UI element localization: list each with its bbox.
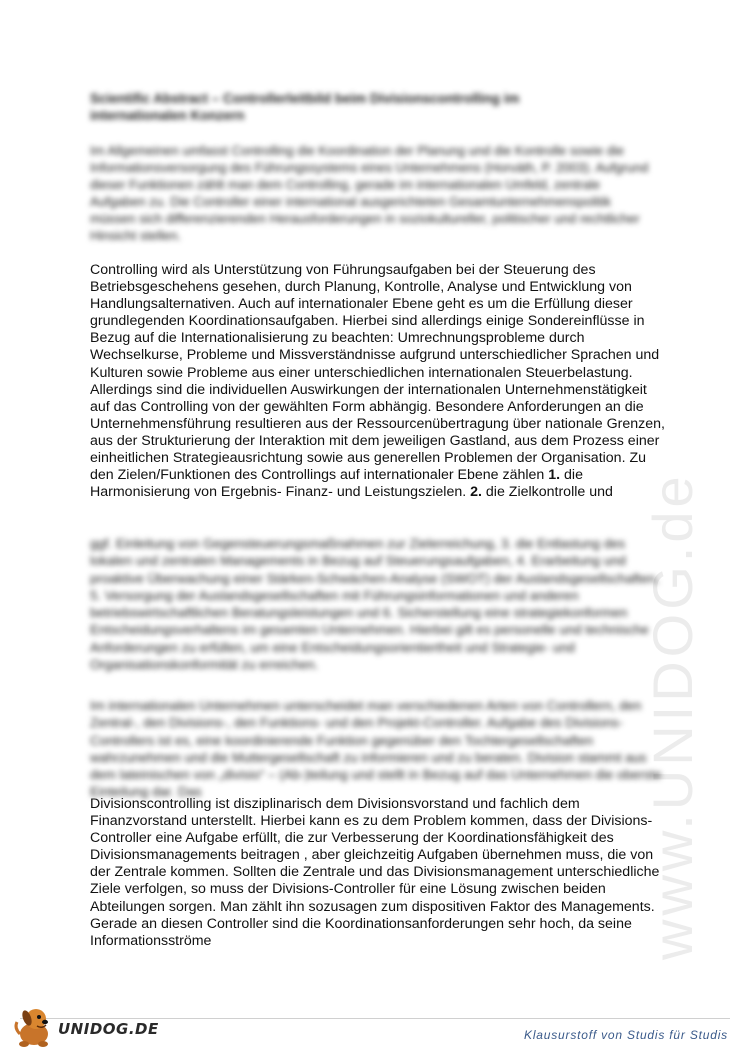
main-text-part-1: Controlling wird als Unterstützung von Führungsaufgaben bei der Steuerung des Betriebsgeschehens gesehen, durch Planung, Kontrolle, Analyse und Entwicklung von Handlungsalternativen. Auch auf internationaler Ebene geht es um die Erfüllung dieser grundlegenden Koordinationsaufgaben. Hierbei sind allerdings einige Sondereinflüsse in Bezug auf die Internationalisierung zu beachten: Umrechnungsprobleme durch Wechselkurse, Probleme und Missverständnisse aufgrund unterschiedlicher Sprachen und Kulturen sowie Probleme aus einer unterschiedlichen internationalen Steuerbelastung. Allerdings sind die individuellen Auswirkungen der internationalen Unternehmenstätigkeit auf das Controlling von der gewählten Form abhängig. Besondere Anforderungen an die Unternehmensführung resultieren aus der Ressourcenübertragung über nationale Grenzen, aus der Strukturierung der Interaktion mit dem jeweiligen Gastland, aus dem Prozess einer einheitlichen Strategieausrichtung sowie aus generellen Problemen der Organisation. Zu den Zielen/Funktionen des Controllings auf internationaler Ebene zählen	[90, 262, 665, 484]
second-paragraph-blurred: Im internationalen Unternehmen unterscheidet man verschiedenen Arten von Controllern, den Zentral-, den Divisions-, den Funktions- und den Projekt-Controller. Aufgabe des Divisions-Controllers ist es, eine koordinierende Funktion gegenüber den Tochtergesellschaften wahrzunehmen und die Muttergesellschaft zu informieren und zu beraten. Division stammt aus dem lateinischen von „divisio“ – (Ab-)teilung und stellt in Bezug auf das Unternehmen die oberste Einteilung dar. Das	[90, 698, 662, 800]
logo-text: UNIDOG.DE	[58, 1020, 159, 1038]
second-paragraph-visible: Divisionscontrolling ist disziplinarisch dem Divisionsvorstand und fachlich dem Finanzvorstand unterstellt. Hierbei kann es zu dem Problem kommen, dass der Divisions-Controller eine Aufgabe erfüllt, die zur Verbesserung der Koordinationsfähigkeit des Divisionsmanagements beitragen , aber gleichzeitig Aufgaben übernehmen muss, die von der Zentrale kommen. Sollten die Zentrale und das Divisionsmanagement unterschiedliche Ziele verfolgen, so muss der Divisions-Controller für eine Lösung zwischen beiden Abteilungen sorgen. Man zählt ihn sozusagen zum dispositiven Faktor des Managements. Gerade an diesen Controller sind die Koordinationsanforderungen sehr hoch, da seine Informationsströme	[90, 796, 660, 949]
list-number-2: 2.	[470, 484, 482, 501]
main-text-part-2: die Harmonisierung von Ergebnis- Finanz- und Leistungszielen.	[90, 467, 583, 501]
list-number-1: 1.	[548, 467, 561, 484]
main-text-part-3: die Zielkontrolle und	[481, 484, 613, 501]
dog-icon	[12, 1004, 58, 1050]
footer-tagline: Klausurstoff von Studis für Studis	[524, 1028, 728, 1042]
main-paragraph-visible	[90, 262, 670, 501]
document-title: Scientific Abstract – Controllerleitbild beim Divisionscontrolling im internationalen Konzern	[90, 91, 520, 123]
unidog-logo[interactable]	[12, 1000, 162, 1052]
intro-paragraph: Im Allgemeinen umfasst Controlling die Koordination der Planung und die Kontrolle sowie die Informationsversorgung des Führungssystems eines Unternehmens (Horváth, P. 2003). Aufgrund dieser Funktionen zählt man dem Controlling, gerade im internationalen Umfeld, zentrale Aufgaben zu. Die Controller einer international ausgerichteten Gesamtunternehmenspolitik müssen sich differenzierenden Herausforderungen in soziokultureller, politischer und rechtlicher Hinsicht stellen.	[90, 143, 649, 243]
main-paragraph-blurred: ggf. Einleitung von Gegensteuerungsmaßnahmen zur Zielerreichung, 3. die Entlastung des lokalen und zentralen Managements in Bezug auf Steuerungsaufgaben, 4. Erarbeitung und proaktive Überwachung einer Stärken-Schwächen-Analyse (SWOT) der Auslandsgesellschaften, 5. Versorgung der Auslandsgesellschaften mit Führungsinformationen und anderen betriebswirtschaftlichen Beratungsleistungen und 6. Sicherstellung eine strategiekonformen Entscheidungsverhaltens im gesamten Unternehmen. Hierbei gilt es personelle und technische Anforderungen zu erfüllen, um eine Entscheidungsorientiertheit und Strategie- und Organisationskonformität zu erreichen.	[90, 536, 660, 673]
watermark: www.UNIDOG.de	[641, 472, 704, 960]
